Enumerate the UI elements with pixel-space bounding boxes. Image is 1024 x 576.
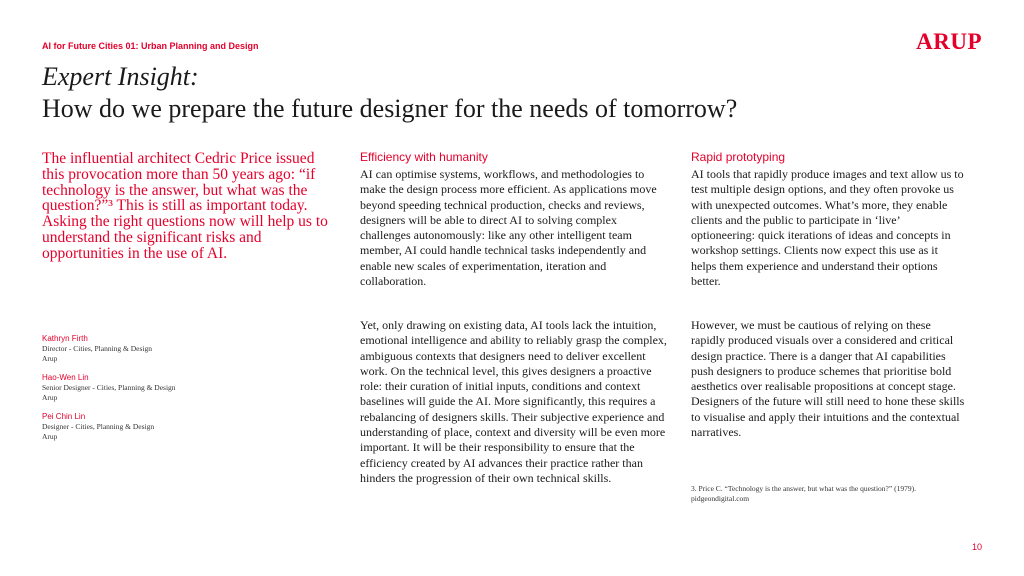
series-title: AI for Future Cities 01: Urban Planning and Design (42, 41, 259, 51)
author-name: Hao-Wen Lin (42, 373, 89, 382)
footnote-citation: 3. Price C. “Technology is the answer, but what was the question?” (1979). (691, 484, 916, 493)
author-role: Designer - Cities, Planning & Design (42, 422, 155, 431)
author-hao-wen-lin (42, 373, 252, 402)
author-kathryn-firth (42, 334, 252, 363)
author-name: Pei Chin Lin (42, 412, 86, 421)
author-org: Arup (42, 392, 58, 402)
page-title-kicker: Expert Insight: (42, 62, 199, 91)
footnote-reference (691, 484, 971, 503)
efficiency-paragraph-2: Yet, only drawing on existing data, AI tools lack the intuition, emotional intelligence and ability to reliably grasp the complex, ambiguous contexts that designers need to deliver excellent work. On the technical level, this gives designers a proactive role: their curation of initial inputs, conditions and context baselines will guide the AI. More significantly, this requires a rebalancing of designers skills. Their subjective experience and understanding of place, context and diversity will be even more important. It will be their responsibility to ensure that the efficiency created by AI advances their practice rather than hinders the progression of their own technical skills. (360, 318, 667, 485)
author-pei-chin-lin (42, 412, 252, 441)
page-number: 10 (971, 542, 982, 552)
lead-paragraph: The influential architect Cedric Price issued this provocation more than 50 years ago: “if technology is the answer, but what was the question?”³ This is still as important today. Asking the right questions now will help us to understand the significant risks and opportunities in the use of AI. (42, 150, 328, 262)
author-role: Senior Designer - Cities, Planning & Design (42, 383, 176, 392)
arup-logo: ARUP (916, 29, 982, 54)
author-org: Arup (42, 353, 58, 363)
section-heading-rapid-prototyping: Rapid prototyping (691, 150, 786, 164)
author-org: Arup (42, 431, 58, 441)
author-role: Director - Cities, Planning & Design (42, 344, 152, 353)
section-heading-efficiency: Efficiency with humanity (360, 150, 488, 164)
prototyping-paragraph-2: However, we must be cautious of relying on these rapidly produced visuals over a considered and critical design practice. There is a danger that AI capabilities push designers to produce schemes that prioritise bold aesthetics over realisable propositions at concept stage. Designers of the future will still need to hone these skills to visualise and apply their intuitions and the contextual narratives. (691, 318, 965, 440)
page-title: How do we prepare the future designer for the needs of tomorrow? (42, 94, 738, 123)
author-name: Kathryn Firth (42, 334, 88, 343)
footnote-source: pidgeondigital.com (691, 493, 750, 503)
prototyping-paragraph-1: AI tools that rapidly produce images and text allow us to test multiple design options, and they often provoke us with unexpected outcomes. What’s more, they enable clients and the public to participate in ‘live’ optioneering: quick iterations of ideas and concepts in workshop settings. Clients now expect this use as it helps them experience and understand their options better. (691, 167, 964, 289)
efficiency-paragraph-1: AI can optimise systems, workflows, and methodologies to make the design process more efficient. As applications move beyond speeding technical production, checks and reviews, designers will be able to direct AI to solving complex challenges autonomously: like any other intelligent team member, AI could handle technical tasks independently and enable new scales of experimentation, iteration and collaboration. (360, 167, 657, 289)
